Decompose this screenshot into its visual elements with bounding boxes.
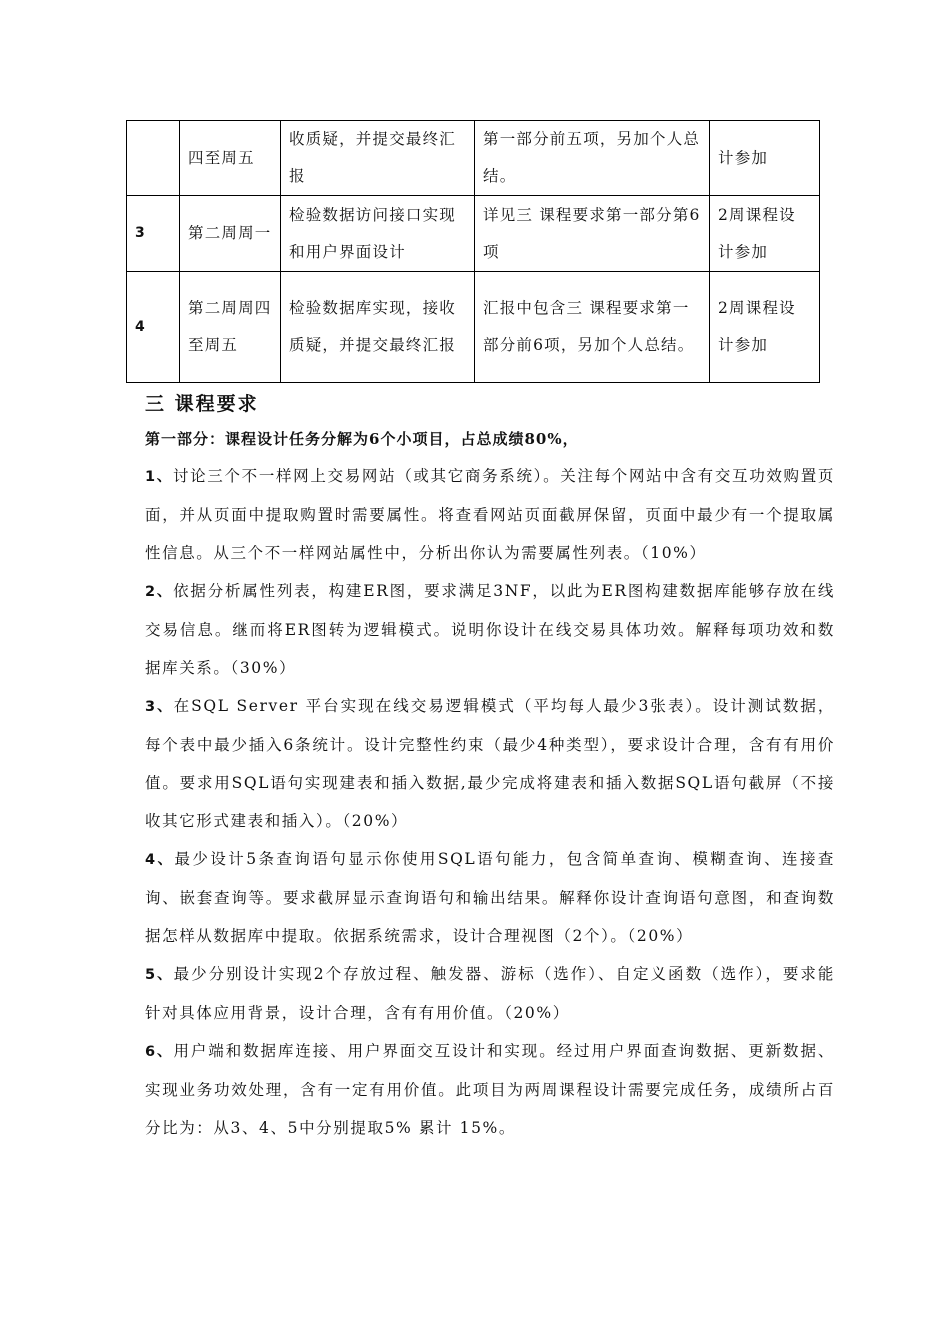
list-item [145, 687, 835, 840]
list-item [145, 572, 835, 687]
schedule-table [126, 120, 820, 383]
row-note: 计参加 [710, 121, 820, 196]
table-row [127, 121, 820, 196]
item-text: 最少设计5条查询语句显示你使用SQL语句能力，包含简单查询、模糊查询、连接查询、嵌套查询等。要求截屏显示查询语句和输出结果。解释你设计查询语句意图，和查询数据怎样从数据库中提取。依据系统需求，设计合理视图（2个）。（20%） [145, 850, 835, 945]
item-text: 在SQL Server 平台实现在线交易逻辑模式（平均每人最少3张表）。设计测试数据，每个表中最少插入6条统计。设计完整性约束（最少4种类型），要求设计合理，含有有用价值。要求用SQL语句实现建表和插入数据,最少完成将建表和插入数据SQL语句截屏（不接收其它形式建表和插入）。（20%） [145, 697, 835, 830]
row-content: 收质疑，并提交最终汇报 [281, 121, 475, 196]
row-number [127, 121, 180, 196]
row-time: 第二周周四至周五 [180, 272, 281, 383]
part-title: 第一部分：课程设计任务分解为6个小项目，占总成绩80%， [145, 430, 579, 448]
item-number: 6、 [145, 1044, 174, 1060]
row-number: 3 [127, 196, 180, 272]
list-item [145, 457, 835, 572]
item-number: 2、 [145, 584, 174, 600]
section-heading: 三 课程要求 [145, 393, 259, 415]
row-content: 检验数据库实现，接收质疑，并提交最终汇报 [281, 272, 475, 383]
item-text: 最少分别设计实现2个存放过程、触发器、游标（选作）、自定义函数（选作），要求能针对具体应用背景，设计合理，含有有用价值。（20%） [145, 965, 836, 1022]
row-number: 4 [127, 272, 180, 383]
row-requirement: 详见三 课程要求第一部分第6项 [475, 196, 710, 272]
item-number: 4、 [145, 852, 175, 868]
row-time: 第二周周一 [180, 196, 281, 272]
list-item [145, 1032, 835, 1147]
table-row [127, 272, 820, 383]
requirement-list [145, 457, 835, 1147]
row-note: 2周课程设计参加 [710, 196, 820, 272]
list-item [145, 955, 835, 1032]
row-note: 2周课程设计参加 [710, 272, 820, 383]
row-requirement: 汇报中包含三 课程要求第一部分前6项，另加个人总结。 [475, 272, 710, 383]
item-number: 1、 [145, 469, 173, 485]
row-content: 检验数据访问接口实现和用户界面设计 [281, 196, 475, 272]
item-text: 讨论三个不一样网上交易网站（或其它商务系统）。关注每个网站中含有交互功效购置页面，并从页面中提取购置时需要属性。将查看网站页面截屏保留，页面中最少有一个提取属性信息。从三个不一样网站属性中，分析出你认为需要属性列表。（10%） [145, 467, 836, 562]
row-time: 四至周五 [180, 121, 281, 196]
table-row [127, 196, 820, 272]
item-number: 5、 [145, 967, 174, 983]
item-text: 依据分析属性列表，构建ER图，要求满足3NF，以此为ER图构建数据库能够存放在线交易信息。继而将ER图转为逻辑模式。说明你设计在线交易具体功效。解释每项功效和数据库关系。（30%） [145, 582, 836, 677]
row-requirement: 第一部分前五项，另加个人总结。 [475, 121, 710, 196]
list-item [145, 840, 835, 955]
item-text: 用户端和数据库连接、用户界面交互设计和实现。经过用户界面查询数据、更新数据、实现业务功效处理，含有一定有用价值。此项目为两周课程设计需要完成任务，成绩所占百分比为：从3、4、5中分别提取5% 累计 15%。 [145, 1042, 835, 1137]
item-number: 3、 [145, 699, 174, 715]
